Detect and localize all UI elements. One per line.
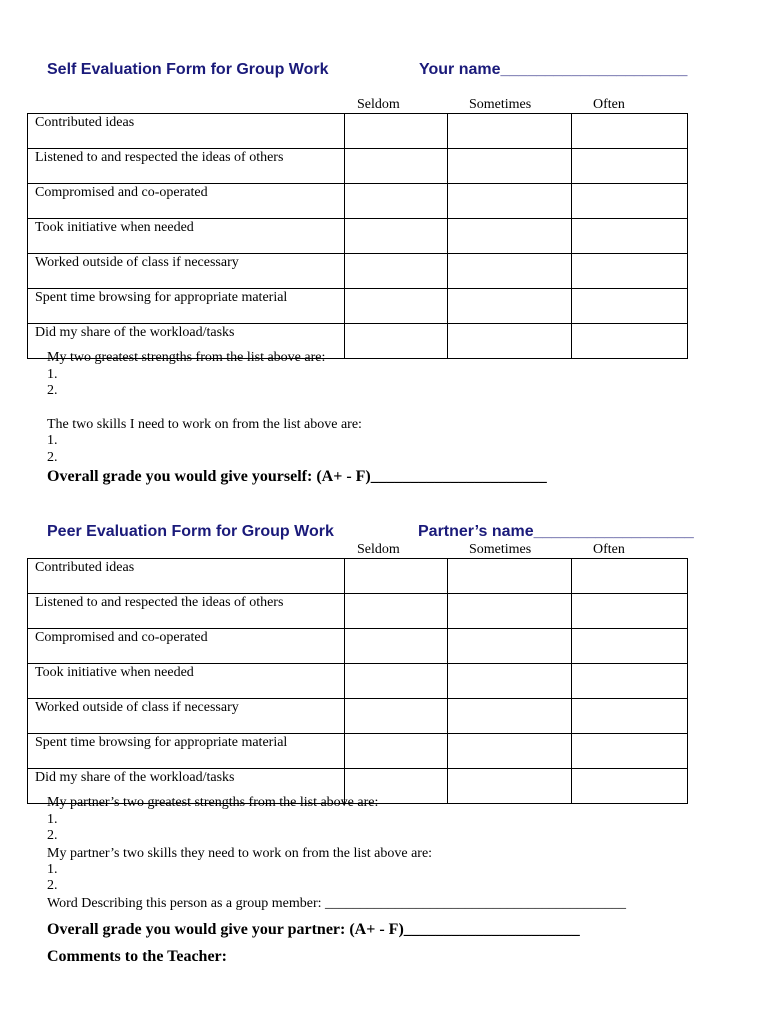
criterion-label: Contributed ideas xyxy=(28,559,345,594)
rating-cell-often[interactable] xyxy=(572,594,688,629)
rating-cell-often[interactable] xyxy=(572,559,688,594)
peer-rating-table xyxy=(27,558,688,804)
rating-cell-sometimes[interactable] xyxy=(448,184,572,219)
self-col-seldom: Seldom xyxy=(357,97,400,112)
rating-cell-sometimes[interactable] xyxy=(448,324,572,359)
table-row xyxy=(28,559,688,594)
peer-col-often: Often xyxy=(593,542,625,557)
rating-cell-often[interactable] xyxy=(572,324,688,359)
rating-cell-often[interactable] xyxy=(572,114,688,149)
rating-cell-often[interactable] xyxy=(572,734,688,769)
peer-word-line[interactable]: Word Describing this person as a group member: ___________________________________________ xyxy=(47,896,627,911)
table-row xyxy=(28,254,688,289)
table-row xyxy=(28,664,688,699)
criterion-label: Listened to and respected the ideas of others xyxy=(28,149,345,184)
criterion-label: Worked outside of class if necessary xyxy=(28,254,345,289)
peer-form-title: Peer Evaluation Form for Group Work xyxy=(47,523,334,540)
rating-cell-sometimes[interactable] xyxy=(448,289,572,324)
peer-col-sometimes: Sometimes xyxy=(469,542,532,557)
rating-cell-often[interactable] xyxy=(572,149,688,184)
rating-cell-sometimes[interactable] xyxy=(448,219,572,254)
rating-cell-sometimes[interactable] xyxy=(448,149,572,184)
rating-cell-seldom[interactable] xyxy=(345,289,448,324)
table-row xyxy=(28,149,688,184)
rating-cell-seldom[interactable] xyxy=(345,629,448,664)
rating-cell-often[interactable] xyxy=(572,699,688,734)
rating-cell-seldom[interactable] xyxy=(345,734,448,769)
peer-grade-line[interactable]: Overall grade you would give your partner: (A+ - F)______________________ xyxy=(47,921,580,938)
self-skills-prompt: The two skills I need to work on from the list above are: xyxy=(47,417,362,432)
peer-strength-item-1[interactable]: 1. xyxy=(47,812,58,827)
self-col-sometimes: Sometimes xyxy=(469,97,532,112)
your-name-field[interactable]: Your name_____________________ xyxy=(419,61,688,78)
rating-cell-often[interactable] xyxy=(572,219,688,254)
rating-cell-seldom[interactable] xyxy=(345,184,448,219)
rating-cell-sometimes[interactable] xyxy=(448,629,572,664)
table-row xyxy=(28,289,688,324)
rating-cell-often[interactable] xyxy=(572,629,688,664)
rating-cell-often[interactable] xyxy=(572,664,688,699)
rating-cell-often[interactable] xyxy=(572,289,688,324)
peer-strength-item-2[interactable]: 2. xyxy=(47,828,58,843)
criterion-label: Contributed ideas xyxy=(28,114,345,149)
rating-cell-sometimes[interactable] xyxy=(448,734,572,769)
rating-cell-seldom[interactable] xyxy=(345,699,448,734)
peer-strengths-prompt: My partner’s two greatest strengths from the list above are: xyxy=(47,795,379,810)
criterion-label: Listened to and respected the ideas of others xyxy=(28,594,345,629)
rating-cell-often[interactable] xyxy=(572,184,688,219)
rating-cell-sometimes[interactable] xyxy=(448,254,572,289)
rating-cell-seldom[interactable] xyxy=(345,114,448,149)
table-row xyxy=(28,184,688,219)
criterion-label: Compromised and co-operated xyxy=(28,629,345,664)
rating-cell-seldom[interactable] xyxy=(345,594,448,629)
criterion-label: Did my share of the workload/tasks xyxy=(28,769,345,804)
rating-cell-sometimes[interactable] xyxy=(448,559,572,594)
rating-cell-seldom[interactable] xyxy=(345,219,448,254)
self-form-title: Self Evaluation Form for Group Work xyxy=(47,61,329,78)
criterion-label: Spent time browsing for appropriate material xyxy=(28,289,345,324)
peer-skill-item-1[interactable]: 1. xyxy=(47,862,58,877)
peer-col-seldom: Seldom xyxy=(357,542,400,557)
rating-cell-seldom[interactable] xyxy=(345,149,448,184)
rating-cell-often[interactable] xyxy=(572,769,688,804)
self-col-often: Often xyxy=(593,97,625,112)
rating-cell-seldom[interactable] xyxy=(345,559,448,594)
rating-cell-sometimes[interactable] xyxy=(448,664,572,699)
comments-label: Comments to the Teacher: xyxy=(47,948,227,965)
criterion-label: Spent time browsing for appropriate material xyxy=(28,734,345,769)
self-strengths-prompt: My two greatest strengths from the list above are: xyxy=(47,350,326,365)
self-skill-item-2[interactable]: 2. xyxy=(47,450,58,465)
rating-cell-seldom[interactable] xyxy=(345,664,448,699)
table-row xyxy=(28,594,688,629)
rating-cell-seldom[interactable] xyxy=(345,254,448,289)
rating-cell-often[interactable] xyxy=(572,254,688,289)
self-grade-line[interactable]: Overall grade you would give yourself: (A+ - F)______________________ xyxy=(47,468,547,485)
criterion-label: Worked outside of class if necessary xyxy=(28,699,345,734)
self-strength-item-1[interactable]: 1. xyxy=(47,367,58,382)
peer-skills-prompt: My partner’s two skills they need to work on from the list above are: xyxy=(47,846,433,861)
self-skill-item-1[interactable]: 1. xyxy=(47,433,58,448)
table-row xyxy=(28,629,688,664)
self-strength-item-2[interactable]: 2. xyxy=(47,383,58,398)
rating-cell-seldom[interactable] xyxy=(345,324,448,359)
criterion-label: Took initiative when needed xyxy=(28,664,345,699)
criterion-label: Did my share of the workload/tasks xyxy=(28,324,345,359)
rating-cell-sometimes[interactable] xyxy=(448,769,572,804)
self-rating-table xyxy=(27,113,688,359)
criterion-label: Compromised and co-operated xyxy=(28,184,345,219)
rating-cell-sometimes[interactable] xyxy=(448,699,572,734)
rating-cell-sometimes[interactable] xyxy=(448,594,572,629)
criterion-label: Took initiative when needed xyxy=(28,219,345,254)
peer-skill-item-2[interactable]: 2. xyxy=(47,878,58,893)
table-row xyxy=(28,219,688,254)
partner-name-field[interactable]: Partner’s name__________________ xyxy=(418,523,694,540)
table-row xyxy=(28,114,688,149)
table-row xyxy=(28,699,688,734)
table-row xyxy=(28,734,688,769)
rating-cell-sometimes[interactable] xyxy=(448,114,572,149)
